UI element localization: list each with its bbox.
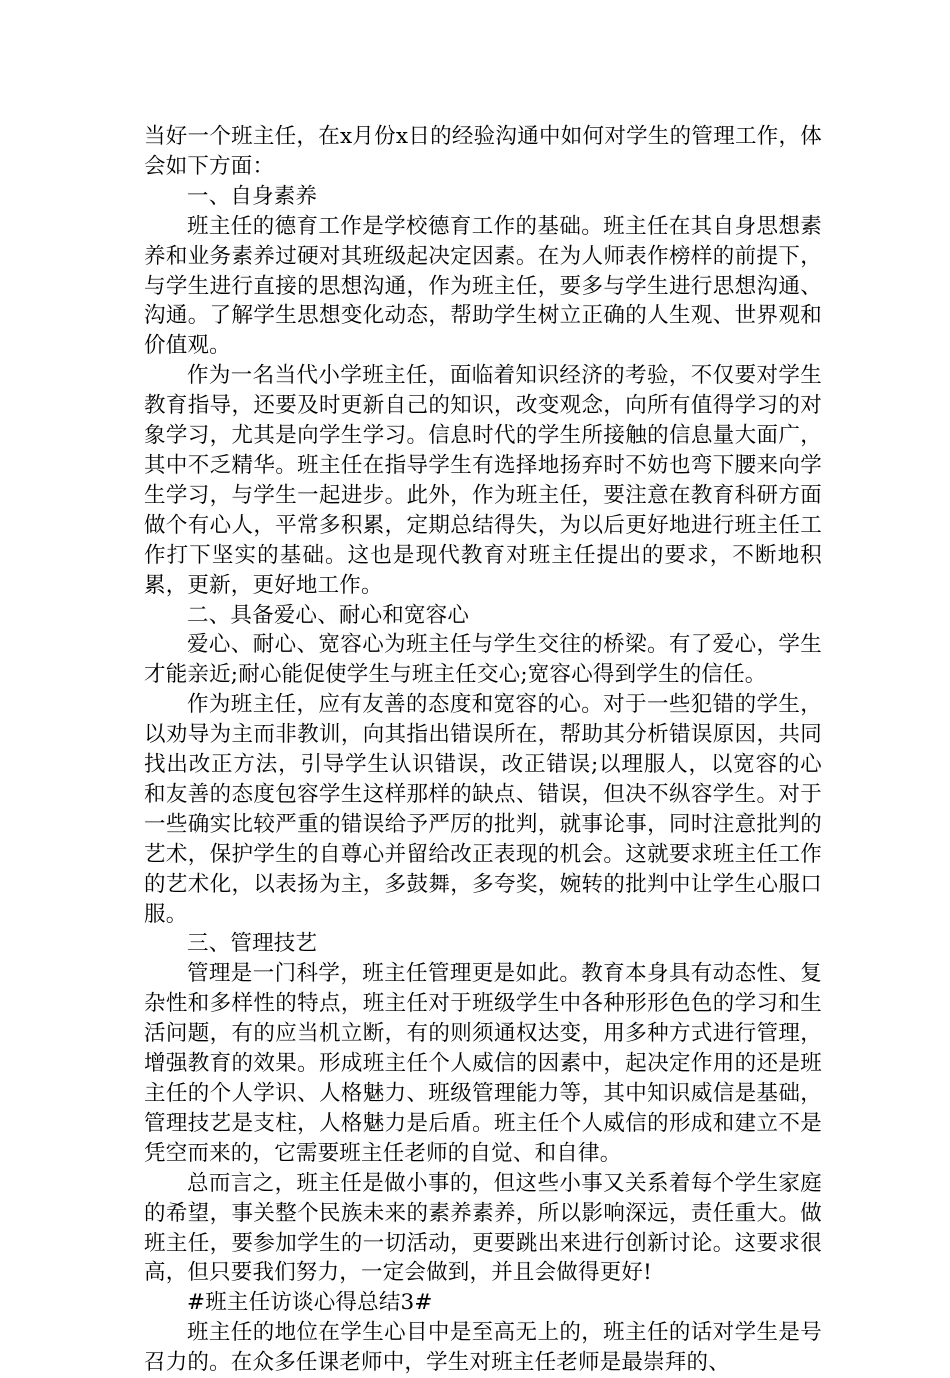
intro-paragraph: 当好一个班主任，在x月份x日的经验沟通中如何对学生的管理工作，体会如下方面： — [144, 124, 822, 179]
article-heading: #班主任访谈心得总结3# — [187, 1290, 433, 1316]
section-heading-1: 一、自身素养 — [187, 183, 318, 209]
body-paragraph: 班主任的地位在学生心目中是至高无上的，班主任的话对学生是号召力的。在众多任课老师中，学生对班主任老师是最崇拜的、 — [144, 1320, 822, 1376]
body-paragraph: 作为一名当代小学班主任，面临着知识经济的考验，不仅要对学生教育指导，还要及时更新自己的知识，改变观念，向所有值得学习的对象学习，尤其是向学生学习。信息时代的学生所接触的信息量大面广，其中不乏精华。班主任在指导学生有选择地扬弃时不妨也弯下腰来向学生学习，与学生一起进步。此外，作为班主任，要注意在教育科研方面做个有心人，平常多积累，定期总结得失，为以后更好地进行班主任工作打下坚实的基础。这也是现代教育对班主任提出的要求，不断地积累，更新，更好地工作。 — [144, 363, 822, 598]
body-paragraph: 总而言之，班主任是做小事的，但这些小事又关系着每个学生家庭的希望，事关整个民族未来的素养素养，所以影响深远，责任重大。做班主任，要参加学生的一切活动，更要跳出来进行创新讨论。这要求很高，但只要我们努力，一定会做到，并且会做得更好! — [144, 1170, 822, 1286]
body-paragraph: 爱心、耐心、宽容心为班主任与学生交往的桥梁。有了爱心，学生才能亲近;耐心能促使学生与班主任交心;宽容心得到学生的信任。 — [144, 632, 822, 688]
body-paragraph: 管理是一门科学，班主任管理更是如此。教育本身具有动态性、复杂性和多样性的特点，班主任对于班级学生中各种形形色色的学习和生活问题，有的应当机立断，有的则须通权达变，用多种方式进行管理，增强教育的效果。形成班主任个人威信的因素中，起决定作用的还是班主任的个人学识、人格魅力、班级管理能力等，其中知识威信是基础，管理技艺是支柱，人格魅力是后盾。班主任个人威信的形成和建立不是凭空而来的，它需要班主任老师的自觉、和自律。 — [144, 961, 822, 1166]
section-heading-2: 二、具备爱心、耐心和宽容心 — [187, 602, 470, 628]
section-heading-3: 三、管理技艺 — [187, 931, 318, 957]
document-body — [144, 122, 822, 1378]
body-paragraph: 班主任的德育工作是学校德育工作的基础。班主任在其自身思想素养和业务素养过硬对其班级起决定因素。在为人师表作榜样的前提下，与学生进行直接的思想沟通，作为班主任，要多与学生进行思想沟通、沟通。了解学生思想变化动态，帮助学生树立正确的人生观、世界观和价值观。 — [144, 213, 822, 359]
body-paragraph: 作为班主任，应有友善的态度和宽容的心。对于一些犯错的学生，以劝导为主而非教训，向其指出错误所在，帮助其分析错误原因，共同找出改正方法，引导学生认识错误，改正错误;以理服人，以宽容的心和友善的态度包容学生这样那样的缺点、错误，但决不纵容学生。对于一些确实比较严重的错误给予严厉的批判，就事论事，同时注意批判的艺术，保护学生的自尊心并留给改正表现的机会。这就要求班主任工作的艺术化，以表扬为主，多鼓舞，多夸奖，婉转的批判中让学生心服口服。 — [144, 692, 822, 927]
